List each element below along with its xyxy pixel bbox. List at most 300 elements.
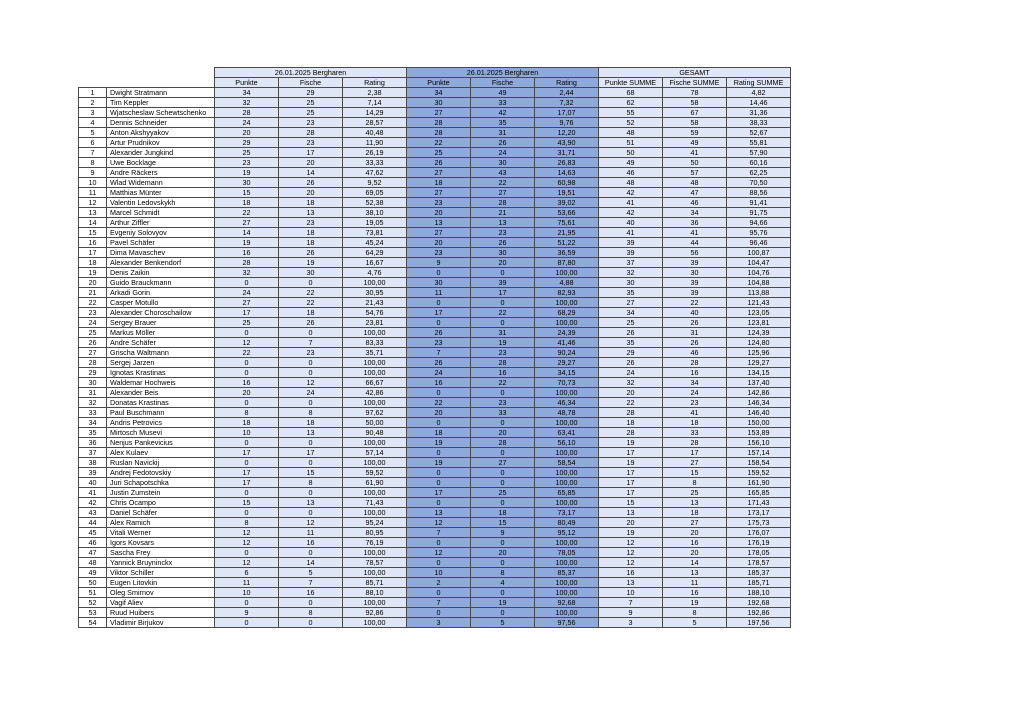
- name-cell: Chris Ocampo: [107, 498, 215, 508]
- rating-sum-cell: 121,43: [727, 298, 791, 308]
- punkte-1-cell: 0: [215, 548, 279, 558]
- punkte-1-cell: 22: [215, 208, 279, 218]
- rating-2-cell: 4,88: [535, 278, 599, 288]
- fische-sum-cell: 34: [663, 378, 727, 388]
- punkte-2-cell: 26: [407, 158, 471, 168]
- punkte-sum-cell: 37: [599, 258, 663, 268]
- rating-2-cell: 36,59: [535, 248, 599, 258]
- rating-1-cell: 100,00: [343, 278, 407, 288]
- punkte-1-cell: 19: [215, 238, 279, 248]
- fische-1-cell: 18: [279, 198, 343, 208]
- rating-sum-cell: 146,34: [727, 398, 791, 408]
- fische-sum-cell: 40: [663, 308, 727, 318]
- punkte-2-cell: 11: [407, 288, 471, 298]
- rating-sum-cell: 153,89: [727, 428, 791, 438]
- punkte-1-cell: 29: [215, 138, 279, 148]
- fische-1-cell: 0: [279, 438, 343, 448]
- fische-sum-cell: 14: [663, 558, 727, 568]
- rank-cell: 48: [79, 558, 107, 568]
- punkte-sum-cell: 25: [599, 318, 663, 328]
- table-row: [79, 218, 791, 228]
- fische-sum-cell: 19: [663, 598, 727, 608]
- rating-1-cell: 47,62: [343, 168, 407, 178]
- rating-sum-cell: 185,37: [727, 568, 791, 578]
- column-header: Fische SUMME: [663, 78, 727, 88]
- fische-sum-cell: 50: [663, 158, 727, 168]
- rating-sum-cell: 104,47: [727, 258, 791, 268]
- fische-2-cell: 30: [471, 158, 535, 168]
- rating-sum-cell: 178,05: [727, 548, 791, 558]
- fische-2-cell: 25: [471, 488, 535, 498]
- fische-2-cell: 33: [471, 408, 535, 418]
- rating-1-cell: 4,76: [343, 268, 407, 278]
- rank-cell: 28: [79, 358, 107, 368]
- rank-cell: 38: [79, 458, 107, 468]
- fische-1-cell: 25: [279, 98, 343, 108]
- rating-sum-cell: 192,68: [727, 598, 791, 608]
- table-row: [79, 448, 791, 458]
- rating-2-cell: 12,20: [535, 128, 599, 138]
- fische-sum-cell: 58: [663, 118, 727, 128]
- punkte-1-cell: 16: [215, 378, 279, 388]
- name-cell: Eugen Litovkin: [107, 578, 215, 588]
- fische-1-cell: 18: [279, 308, 343, 318]
- punkte-2-cell: 24: [407, 368, 471, 378]
- rating-1-cell: 7,14: [343, 98, 407, 108]
- fische-sum-cell: 18: [663, 508, 727, 518]
- rating-2-cell: 100,00: [535, 268, 599, 278]
- fische-sum-cell: 57: [663, 168, 727, 178]
- rating-2-cell: 78,05: [535, 548, 599, 558]
- rating-2-cell: 65,85: [535, 488, 599, 498]
- fische-sum-cell: 59: [663, 128, 727, 138]
- punkte-2-cell: 0: [407, 318, 471, 328]
- rating-1-cell: 21,43: [343, 298, 407, 308]
- fische-1-cell: 0: [279, 458, 343, 468]
- punkte-sum-cell: 19: [599, 438, 663, 448]
- name-cell: Paul Buschmann: [107, 408, 215, 418]
- rank-cell: 8: [79, 158, 107, 168]
- rating-1-cell: 69,05: [343, 188, 407, 198]
- punkte-1-cell: 17: [215, 468, 279, 478]
- fische-2-cell: 0: [471, 448, 535, 458]
- name-cell: Dwight Stratmann: [107, 88, 215, 98]
- table-row: [79, 168, 791, 178]
- rating-sum-cell: 4,82: [727, 88, 791, 98]
- table-row: [79, 108, 791, 118]
- rating-sum-cell: 100,87: [727, 248, 791, 258]
- punkte-1-cell: 24: [215, 288, 279, 298]
- rating-sum-cell: 158,54: [727, 458, 791, 468]
- rating-2-cell: 51,22: [535, 238, 599, 248]
- fische-sum-cell: 13: [663, 498, 727, 508]
- name-cell: Uwe Bocklage: [107, 158, 215, 168]
- punkte-sum-cell: 41: [599, 228, 663, 238]
- fische-1-cell: 8: [279, 608, 343, 618]
- punkte-2-cell: 25: [407, 148, 471, 158]
- rating-1-cell: 2,38: [343, 88, 407, 98]
- fische-1-cell: 0: [279, 488, 343, 498]
- fische-2-cell: 19: [471, 598, 535, 608]
- punkte-1-cell: 12: [215, 528, 279, 538]
- rating-sum-cell: 156,10: [727, 438, 791, 448]
- table-row: [79, 458, 791, 468]
- punkte-2-cell: 26: [407, 358, 471, 368]
- rating-1-cell: 61,90: [343, 478, 407, 488]
- rating-1-cell: 40,48: [343, 128, 407, 138]
- rating-2-cell: 100,00: [535, 588, 599, 598]
- fische-1-cell: 22: [279, 298, 343, 308]
- rating-1-cell: 19,05: [343, 218, 407, 228]
- rating-sum-cell: 31,36: [727, 108, 791, 118]
- table-row: [79, 278, 791, 288]
- rating-2-cell: 87,80: [535, 258, 599, 268]
- table-row: [79, 468, 791, 478]
- column-header: Punkte: [407, 78, 471, 88]
- fische-sum-cell: 8: [663, 608, 727, 618]
- name-cell: Ignotas Krastinas: [107, 368, 215, 378]
- table-row: [79, 378, 791, 388]
- rating-2-cell: 7,32: [535, 98, 599, 108]
- punkte-2-cell: 19: [407, 458, 471, 468]
- fische-1-cell: 23: [279, 118, 343, 128]
- name-cell: Alex Ramich: [107, 518, 215, 528]
- fische-2-cell: 0: [471, 468, 535, 478]
- rating-1-cell: 9,52: [343, 178, 407, 188]
- punkte-1-cell: 32: [215, 268, 279, 278]
- punkte-2-cell: 20: [407, 208, 471, 218]
- rating-2-cell: 100,00: [535, 318, 599, 328]
- rank-cell: 27: [79, 348, 107, 358]
- fische-2-cell: 20: [471, 428, 535, 438]
- name-cell: Justin Zumstein: [107, 488, 215, 498]
- fische-2-cell: 9: [471, 528, 535, 538]
- fische-2-cell: 22: [471, 178, 535, 188]
- punkte-sum-cell: 13: [599, 578, 663, 588]
- table-row: [79, 318, 791, 328]
- punkte-2-cell: 22: [407, 138, 471, 148]
- punkte-sum-cell: 42: [599, 188, 663, 198]
- fische-2-cell: 15: [471, 518, 535, 528]
- punkte-2-cell: 18: [407, 428, 471, 438]
- name-cell: Daniel Schäfer: [107, 508, 215, 518]
- punkte-sum-cell: 20: [599, 388, 663, 398]
- rank-cell: 7: [79, 148, 107, 158]
- rating-1-cell: 80,95: [343, 528, 407, 538]
- punkte-sum-cell: 28: [599, 408, 663, 418]
- fische-sum-cell: 15: [663, 468, 727, 478]
- fische-2-cell: 4: [471, 578, 535, 588]
- rating-2-cell: 17,07: [535, 108, 599, 118]
- fische-2-cell: 0: [471, 418, 535, 428]
- fische-sum-cell: 24: [663, 388, 727, 398]
- table-row: [79, 528, 791, 538]
- rating-1-cell: 100,00: [343, 508, 407, 518]
- fische-sum-cell: 48: [663, 178, 727, 188]
- column-header: Rating SUMME: [727, 78, 791, 88]
- results-table: [78, 67, 791, 628]
- rating-2-cell: 56,10: [535, 438, 599, 448]
- rating-1-cell: 66,67: [343, 378, 407, 388]
- rating-2-cell: 60,98: [535, 178, 599, 188]
- rating-sum-cell: 104,76: [727, 268, 791, 278]
- fische-1-cell: 14: [279, 558, 343, 568]
- punkte-sum-cell: 51: [599, 138, 663, 148]
- punkte-2-cell: 7: [407, 348, 471, 358]
- table-row: [79, 568, 791, 578]
- fische-2-cell: 22: [471, 378, 535, 388]
- fische-sum-cell: 18: [663, 418, 727, 428]
- rating-2-cell: 9,76: [535, 118, 599, 128]
- punkte-2-cell: 17: [407, 488, 471, 498]
- rating-1-cell: 92,86: [343, 608, 407, 618]
- rating-sum-cell: 57,90: [727, 148, 791, 158]
- punkte-2-cell: 30: [407, 278, 471, 288]
- rating-2-cell: 100,00: [535, 418, 599, 428]
- punkte-1-cell: 32: [215, 98, 279, 108]
- fische-1-cell: 23: [279, 138, 343, 148]
- punkte-1-cell: 27: [215, 298, 279, 308]
- fische-1-cell: 13: [279, 498, 343, 508]
- rating-2-cell: 90,24: [535, 348, 599, 358]
- table-row: [79, 578, 791, 588]
- fische-2-cell: 30: [471, 248, 535, 258]
- rating-sum-cell: 142,86: [727, 388, 791, 398]
- fische-1-cell: 29: [279, 88, 343, 98]
- rating-2-cell: 97,56: [535, 618, 599, 628]
- punkte-2-cell: 13: [407, 218, 471, 228]
- fische-1-cell: 8: [279, 408, 343, 418]
- fische-2-cell: 35: [471, 118, 535, 128]
- name-cell: Viktor Schiller: [107, 568, 215, 578]
- fische-sum-cell: 41: [663, 228, 727, 238]
- rating-1-cell: 100,00: [343, 358, 407, 368]
- name-cell: Pavel Schäfer: [107, 238, 215, 248]
- rating-1-cell: 88,10: [343, 588, 407, 598]
- fische-2-cell: 23: [471, 348, 535, 358]
- rating-sum-cell: 197,56: [727, 618, 791, 628]
- name-cell: Igors Kovsars: [107, 538, 215, 548]
- rating-1-cell: 59,52: [343, 468, 407, 478]
- rating-1-cell: 100,00: [343, 328, 407, 338]
- rating-2-cell: 100,00: [535, 578, 599, 588]
- fische-2-cell: 21: [471, 208, 535, 218]
- rating-sum-cell: 171,43: [727, 498, 791, 508]
- name-cell: Yannick Bruyninckx: [107, 558, 215, 568]
- rank-cell: 22: [79, 298, 107, 308]
- fische-sum-cell: 20: [663, 528, 727, 538]
- fische-2-cell: 26: [471, 238, 535, 248]
- fische-1-cell: 26: [279, 248, 343, 258]
- fische-1-cell: 30: [279, 268, 343, 278]
- rating-1-cell: 97,62: [343, 408, 407, 418]
- rating-2-cell: 100,00: [535, 468, 599, 478]
- punkte-1-cell: 9: [215, 608, 279, 618]
- punkte-2-cell: 0: [407, 478, 471, 488]
- punkte-2-cell: 0: [407, 558, 471, 568]
- rating-sum-cell: 55,81: [727, 138, 791, 148]
- rank-cell: 16: [79, 238, 107, 248]
- table-row: [79, 478, 791, 488]
- rating-1-cell: 45,24: [343, 238, 407, 248]
- punkte-1-cell: 10: [215, 428, 279, 438]
- rating-sum-cell: 125,96: [727, 348, 791, 358]
- fische-1-cell: 13: [279, 428, 343, 438]
- fische-2-cell: 5: [471, 618, 535, 628]
- table-row: [79, 138, 791, 148]
- fische-2-cell: 0: [471, 498, 535, 508]
- fische-1-cell: 16: [279, 588, 343, 598]
- punkte-sum-cell: 27: [599, 298, 663, 308]
- punkte-2-cell: 0: [407, 498, 471, 508]
- rating-2-cell: 58,54: [535, 458, 599, 468]
- column-header: Fische: [279, 78, 343, 88]
- punkte-1-cell: 17: [215, 448, 279, 458]
- rating-2-cell: 92,68: [535, 598, 599, 608]
- punkte-1-cell: 27: [215, 218, 279, 228]
- rating-2-cell: 80,49: [535, 518, 599, 528]
- rank-cell: 36: [79, 438, 107, 448]
- rating-sum-cell: 185,71: [727, 578, 791, 588]
- punkte-sum-cell: 10: [599, 588, 663, 598]
- punkte-2-cell: 22: [407, 398, 471, 408]
- punkte-sum-cell: 35: [599, 338, 663, 348]
- rank-cell: 18: [79, 258, 107, 268]
- fische-2-cell: 0: [471, 538, 535, 548]
- group-title-session-1: 26.01.2025 Bergharen: [215, 68, 407, 78]
- fische-2-cell: 22: [471, 308, 535, 318]
- punkte-2-cell: 10: [407, 568, 471, 578]
- fische-2-cell: 28: [471, 358, 535, 368]
- fische-1-cell: 18: [279, 228, 343, 238]
- fische-sum-cell: 13: [663, 568, 727, 578]
- rating-2-cell: 34,15: [535, 368, 599, 378]
- fische-2-cell: 17: [471, 288, 535, 298]
- punkte-1-cell: 34: [215, 88, 279, 98]
- name-cell: Juri Schapotschka: [107, 478, 215, 488]
- rank-cell: 24: [79, 318, 107, 328]
- table-row: [79, 508, 791, 518]
- name-cell: Nenjus Pankevicius: [107, 438, 215, 448]
- rating-1-cell: 14,29: [343, 108, 407, 118]
- rating-2-cell: 21,95: [535, 228, 599, 238]
- name-cell: Markus Möller: [107, 328, 215, 338]
- punkte-2-cell: 9: [407, 258, 471, 268]
- rating-2-cell: 100,00: [535, 448, 599, 458]
- punkte-2-cell: 7: [407, 598, 471, 608]
- fische-2-cell: 20: [471, 258, 535, 268]
- name-cell: Matthias Münter: [107, 188, 215, 198]
- table-row: [79, 178, 791, 188]
- punkte-2-cell: 34: [407, 88, 471, 98]
- fische-sum-cell: 25: [663, 488, 727, 498]
- punkte-sum-cell: 17: [599, 488, 663, 498]
- punkte-1-cell: 18: [215, 198, 279, 208]
- name-cell: Oleg Smirnov: [107, 588, 215, 598]
- rating-1-cell: 100,00: [343, 618, 407, 628]
- table-row: [79, 98, 791, 108]
- fische-sum-cell: 27: [663, 518, 727, 528]
- table-row: [79, 338, 791, 348]
- name-cell: Andris Petrovics: [107, 418, 215, 428]
- rating-2-cell: 48,78: [535, 408, 599, 418]
- name-cell: Arkadi Gorin: [107, 288, 215, 298]
- fische-1-cell: 18: [279, 238, 343, 248]
- rank-cell: 23: [79, 308, 107, 318]
- fische-sum-cell: 36: [663, 218, 727, 228]
- punkte-1-cell: 0: [215, 598, 279, 608]
- column-header: Punkte: [215, 78, 279, 88]
- punkte-sum-cell: 62: [599, 98, 663, 108]
- rating-1-cell: 100,00: [343, 598, 407, 608]
- fische-sum-cell: 30: [663, 268, 727, 278]
- fische-sum-cell: 17: [663, 448, 727, 458]
- punkte-1-cell: 23: [215, 158, 279, 168]
- name-cell: Anton Akshyyakov: [107, 128, 215, 138]
- fische-2-cell: 26: [471, 138, 535, 148]
- rating-2-cell: 100,00: [535, 478, 599, 488]
- rating-sum-cell: 165,85: [727, 488, 791, 498]
- fische-2-cell: 27: [471, 458, 535, 468]
- rating-1-cell: 100,00: [343, 568, 407, 578]
- fische-sum-cell: 41: [663, 148, 727, 158]
- fische-sum-cell: 16: [663, 588, 727, 598]
- punkte-sum-cell: 16: [599, 568, 663, 578]
- punkte-1-cell: 8: [215, 518, 279, 528]
- rating-sum-cell: 178,57: [727, 558, 791, 568]
- fische-1-cell: 0: [279, 598, 343, 608]
- punkte-1-cell: 0: [215, 328, 279, 338]
- rating-1-cell: 54,76: [343, 308, 407, 318]
- rank-cell: 44: [79, 518, 107, 528]
- rating-sum-cell: 137,40: [727, 378, 791, 388]
- fische-sum-cell: 56: [663, 248, 727, 258]
- fische-2-cell: 0: [471, 298, 535, 308]
- fische-1-cell: 5: [279, 568, 343, 578]
- rating-2-cell: 2,44: [535, 88, 599, 98]
- table-row: [79, 208, 791, 218]
- punkte-1-cell: 0: [215, 508, 279, 518]
- table-row: [79, 398, 791, 408]
- rating-2-cell: 29,27: [535, 358, 599, 368]
- rating-2-cell: 39,02: [535, 198, 599, 208]
- rank-cell: 12: [79, 198, 107, 208]
- fische-1-cell: 7: [279, 578, 343, 588]
- rank-cell: 39: [79, 468, 107, 478]
- punkte-2-cell: 30: [407, 98, 471, 108]
- punkte-sum-cell: 28: [599, 428, 663, 438]
- table-row: [79, 408, 791, 418]
- column-header: Fische: [471, 78, 535, 88]
- name-cell: Alexander Beis: [107, 388, 215, 398]
- rating-2-cell: 82,93: [535, 288, 599, 298]
- punkte-sum-cell: 48: [599, 128, 663, 138]
- punkte-sum-cell: 13: [599, 508, 663, 518]
- fische-1-cell: 18: [279, 418, 343, 428]
- name-cell: Ruslan Navickij: [107, 458, 215, 468]
- column-header-row: [79, 78, 791, 88]
- table-row: [79, 328, 791, 338]
- rank-cell: 9: [79, 168, 107, 178]
- table-row: [79, 258, 791, 268]
- fische-sum-cell: 28: [663, 438, 727, 448]
- punkte-sum-cell: 42: [599, 208, 663, 218]
- fische-2-cell: 0: [471, 588, 535, 598]
- punkte-1-cell: 0: [215, 358, 279, 368]
- table-row: [79, 538, 791, 548]
- punkte-1-cell: 25: [215, 318, 279, 328]
- punkte-1-cell: 0: [215, 368, 279, 378]
